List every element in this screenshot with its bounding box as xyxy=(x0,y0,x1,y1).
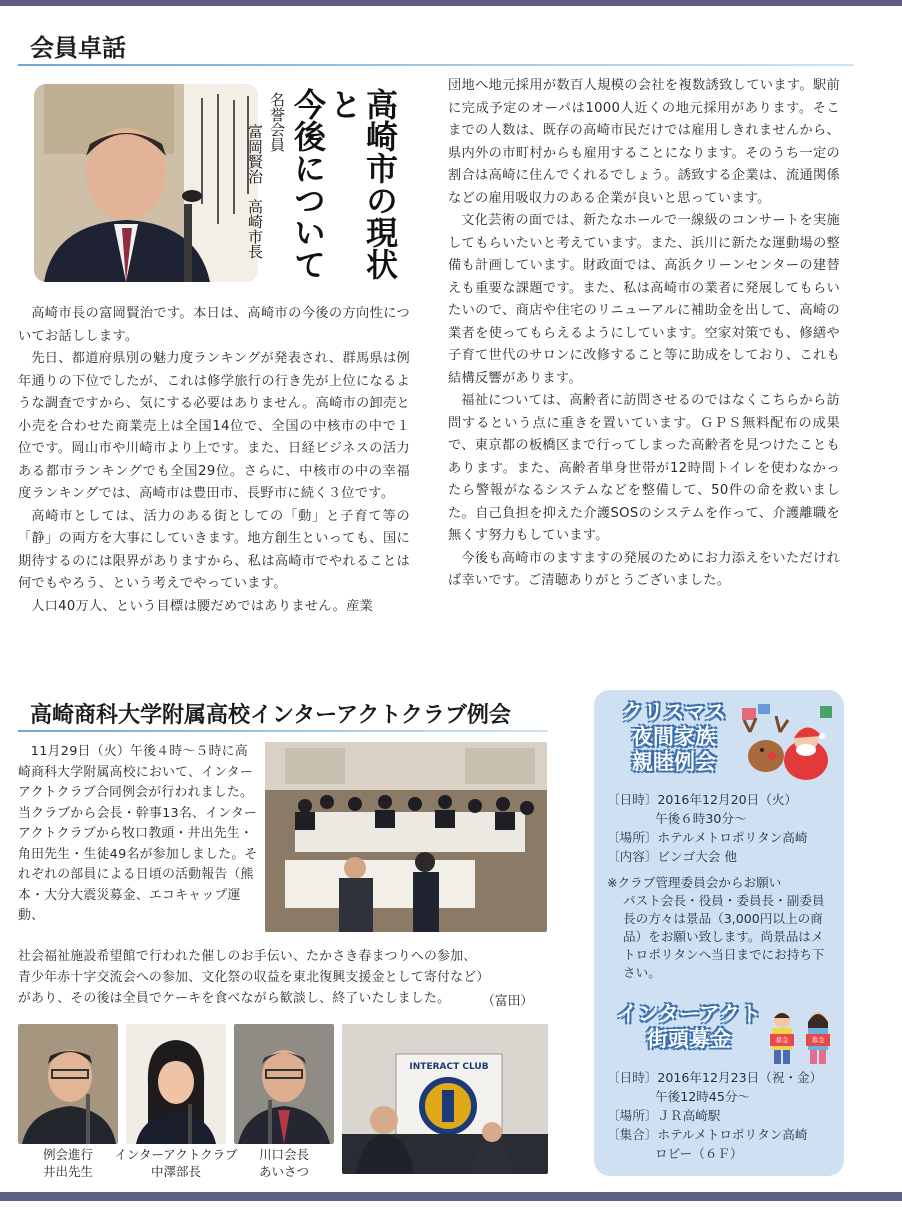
photo-interact-banner-image xyxy=(342,1024,548,1174)
fundraising-place-row xyxy=(607,1106,837,1125)
caption-nakazawa xyxy=(112,1146,240,1180)
talk-paragraph: 福祉については、高齢者に訪問させるのではなくこちらから訪問するという点に重きを置いています。ＧＰＳ無料配布の成果で、東京都の板橋区まで行ってしまった高齢者を見つけたこともあります。また、高齢者単身世帯が12時間トイレを使わなかったら警報がなるシステムなどを整備して、50件の命を救いました。自己負担を抑えた介護SOSのシステムを作って、介護離職を無くす努力もしています。 xyxy=(448,393,840,543)
xmas-place-row xyxy=(607,828,837,847)
caption-line: 中澤部長 xyxy=(150,1164,201,1179)
place-label: 〔場所〕 xyxy=(607,830,658,845)
fundraising-details xyxy=(607,1068,837,1163)
talk-paragraph: 今後も高崎市のますますの発展のためにお力添えをいただければ幸いです。ご清聴ありがとうございました。 xyxy=(448,550,840,588)
fundraising-date-row xyxy=(607,1068,837,1087)
talk-left-column xyxy=(18,303,410,618)
caption-line: 川口会長 xyxy=(258,1147,309,1162)
gift-request-note xyxy=(607,874,835,982)
talk-paragraph-continued: 団地へ地元採用が数百人規模の会社を複数誘致しています。駅前に完成予定のオーパは1000人近くの地元採用があります。そこまでの人数は、既存の高崎市民だけでは雇用しきれませんから、県内外の市町村からも雇用することになります。そのうち一定の割合は高崎に住んでくれるでしょう。誘致する企業は、流通関係などの雇用吸収力のある企業が良いと思っています。 xyxy=(448,78,840,206)
date-value: 2016年12月23日（祝・金） xyxy=(657,1070,823,1085)
fundraising-meet-row-2 xyxy=(607,1144,837,1163)
fundraising-title xyxy=(609,1002,769,1052)
xmas-content-row xyxy=(607,847,837,866)
meeting-photo-image xyxy=(265,742,547,932)
talk-paragraph: 高崎市としては、活力のある街としての「動」と子育て等の「静」の両方を大事にしていきます。地方創生といっても、国に期待するのには限界がありますから、私は高崎市でやれることは何でもやろう、という考えでやっています。 xyxy=(18,508,410,591)
date-value: 2016年12月20日（火） xyxy=(657,792,798,807)
reindeer-santa-illustration xyxy=(736,702,836,784)
photo-kawaguchi xyxy=(234,1024,334,1144)
section-title-member-talk: 会員卓話 xyxy=(30,33,126,62)
photo-nakazawa-image xyxy=(126,1024,226,1144)
photo-ide-teacher xyxy=(18,1024,118,1144)
section2-title-rule xyxy=(18,730,548,732)
talk-right-column xyxy=(448,75,840,593)
headline-line-1: 高崎市の現状と xyxy=(325,88,399,280)
meeting-text-line: 青少年赤十字交流会への参加、文化祭の収益を東北復興支援金として寄付など） xyxy=(18,970,490,985)
meeting-text-line: 社会福祉施設希望館で行われた催しのお手伝い、たかさき春まつりへの参加、 xyxy=(18,949,477,964)
speaker-photo xyxy=(34,84,258,282)
fundraising-title-line: インターアクト xyxy=(616,1002,762,1026)
photo-ide-teacher-image xyxy=(18,1024,118,1144)
xmas-title-line: 夜間家族 xyxy=(632,725,716,749)
request-title: ※クラブ管理委員会からお願い xyxy=(607,875,782,890)
place-value: ホテルメトロポリタン高崎 xyxy=(657,830,808,845)
xmas-title-line: クリスマス xyxy=(621,700,727,724)
talk-paragraph: 高崎市長の富岡賢治です。本日は、高崎市の今後の方向性についてお話しします。 xyxy=(18,306,410,344)
caption-line: 例会進行 xyxy=(42,1147,93,1162)
donation-sign-right: 募金 xyxy=(811,1036,825,1044)
place-label: 〔場所〕 xyxy=(607,1108,658,1123)
time-value: 午後12時45分～ xyxy=(655,1089,751,1104)
talk-paragraph: 人口40万人、という目標は腰だめではありません。産業 xyxy=(31,598,374,614)
top-border-bar xyxy=(0,0,902,6)
member-type: 名誉会員 xyxy=(268,92,286,152)
date-label: 〔日時〕 xyxy=(607,1070,658,1085)
photo-interact-banner xyxy=(342,1024,548,1174)
meeting-full-text xyxy=(18,946,558,1009)
meet-value-2: ロビー（６Ｆ） xyxy=(655,1146,743,1161)
content-value: ビンゴ大会 他 xyxy=(657,849,737,864)
speaker-name: 富岡賢治 高崎市長 xyxy=(246,124,264,259)
donation-sign-left: 募金 xyxy=(775,1036,789,1044)
speaker-photo-image xyxy=(34,84,258,282)
photo-kawaguchi-image xyxy=(234,1024,334,1144)
xmas-title xyxy=(609,700,739,775)
talk-paragraph: 文化芸術の面では、新たなホールで一線級のコンサートを実施してもらいたいと考えています。また、浜川に新たな運動場の整備も計画しています。財政面では、高浜クリーンセンターの建替えも重要な課題です。また、私は高崎市の業者に発展してもらいたいので、商店や住宅のリニューアルに補助金を出して、高崎の業者を使ってもらえるようにしています。空家対策でも、修繕や子育て世代のサロンに改修すること等に助成をしており、これも結構反響があります。 xyxy=(448,213,840,386)
request-body: パスト会長・役員・委員長・副委員長の方々は景品（3,000円以上の商品）をお願い致します。尚景品はメトロポリタンへ当日までにお持ち下さい。 xyxy=(623,893,825,980)
content-label: 〔内容〕 xyxy=(607,849,658,864)
meet-label: 〔集合〕 xyxy=(607,1127,658,1142)
meeting-text-line: があり、その後は全員でケーキを食べながら歓談し、終了いたしました。 xyxy=(18,991,451,1006)
caption-line: インターアクトクラブ xyxy=(114,1147,238,1162)
caption-kawaguchi xyxy=(234,1146,334,1180)
xmas-date-row xyxy=(607,790,837,809)
fundraising-meet-row xyxy=(607,1125,837,1144)
caption-line: 井出先生 xyxy=(42,1164,93,1179)
meeting-photo xyxy=(265,742,547,932)
caption-line: あいさつ xyxy=(258,1164,309,1179)
caption-ide-teacher xyxy=(18,1146,118,1180)
article-author: （富田） xyxy=(482,994,534,1009)
section-title-rule xyxy=(18,64,854,66)
meeting-intro-paragraph: 11月29日（火）午後４時～５時に高崎商科大学附属高校において、インターアクトクラブ合同例会が行われました。当クラブから会長・幹事13名、インターアクトクラブから牧口教頭・井出先生・角田先生・生徒49名が参加しました。それぞれの部員による日頃の活動報告（熊本・大分大震災募金、エコキャップ運動、 xyxy=(18,744,258,923)
meeting-intro-text xyxy=(18,742,258,927)
fundraising-title-line: 街頭募金 xyxy=(647,1027,731,1051)
date-label: 〔日時〕 xyxy=(607,792,658,807)
photo-nakazawa xyxy=(126,1024,226,1144)
fundraising-time-row xyxy=(607,1087,837,1106)
headline-line-2: 今後について xyxy=(289,88,327,280)
xmas-time-row xyxy=(607,809,837,828)
talk-paragraph: 先日、都道府県別の魅力度ランキングが発表され、群馬県は例年通りの下位でしたが、これは修学旅行の行き先が上位になるような調査ですから、気にする必要はありません。高崎市の卸売と小売を合わせた商業売上は全国14位で、全国の中核市の中で１位です。岡山市や川崎市より上です。また、日経ビジネスの活力ある都市ランキングでも全国29位。さらに、中核市の中の幸福度ランキングでは、高崎市は豊田市、長野市に続く３位です。 xyxy=(18,351,410,501)
xmas-title-line: 親睦例会 xyxy=(632,750,716,774)
section-title-interact-meeting: 高崎商科大学附属高校インターアクトクラブ例会 xyxy=(30,702,511,728)
meet-value: ホテルメトロポリタン高崎 xyxy=(657,1127,808,1142)
interact-club-banner-text: INTERACT CLUB xyxy=(409,1062,489,1072)
bottom-border-bar xyxy=(0,1192,902,1201)
place-value: ＪＲ高崎駅 xyxy=(657,1108,721,1123)
time-value: 午後６時30分～ xyxy=(655,811,747,826)
xmas-details xyxy=(607,790,837,866)
